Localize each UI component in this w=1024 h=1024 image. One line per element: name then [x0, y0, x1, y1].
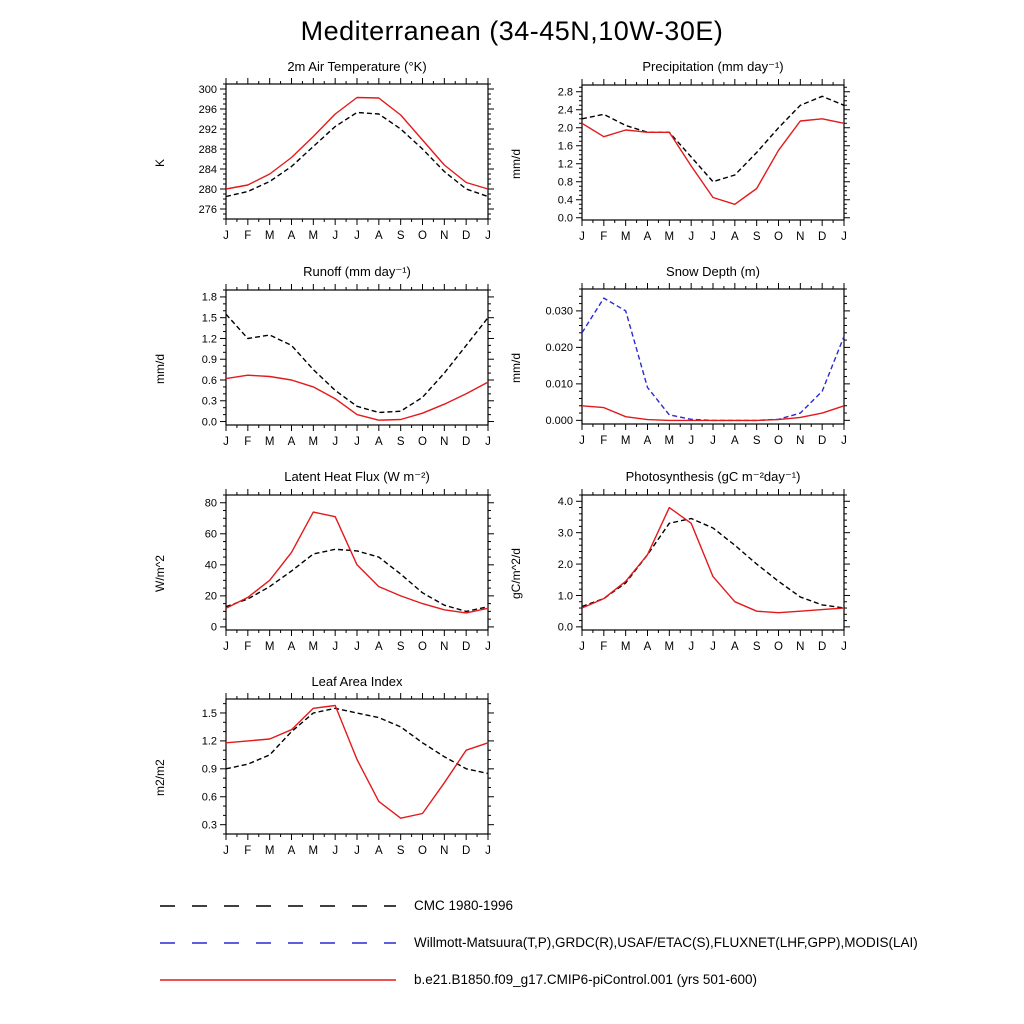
svg-text:A: A: [643, 641, 652, 653]
svg-text:F: F: [600, 231, 608, 243]
svg-text:N: N: [796, 435, 805, 447]
svg-text:N: N: [440, 436, 449, 448]
plot-area: [524, 487, 854, 660]
svg-text:S: S: [396, 436, 405, 448]
svg-text:F: F: [600, 641, 608, 653]
svg-text:M: M: [664, 641, 675, 653]
svg-text:2.0: 2.0: [557, 122, 573, 135]
svg-text:M: M: [620, 435, 631, 447]
svg-text:0.020: 0.020: [545, 342, 573, 355]
svg-text:F: F: [244, 845, 252, 857]
y-axis-label: mm/d: [153, 353, 167, 384]
svg-text:M: M: [264, 436, 275, 448]
svg-text:F: F: [244, 436, 252, 448]
chart-title: Latent Heat Flux (W m⁻²): [284, 469, 430, 484]
svg-text:0.0: 0.0: [557, 621, 573, 634]
svg-text:O: O: [774, 231, 783, 243]
svg-text:0.0: 0.0: [557, 212, 573, 225]
svg-text:1.2: 1.2: [557, 158, 573, 171]
svg-text:J: J: [332, 230, 339, 242]
chart-body: [152, 691, 498, 864]
svg-text:0.3: 0.3: [201, 395, 217, 408]
svg-text:0.4: 0.4: [557, 194, 573, 207]
svg-text:O: O: [418, 436, 427, 448]
svg-text:0.9: 0.9: [201, 354, 217, 366]
svg-text:O: O: [418, 641, 427, 653]
svg-text:40: 40: [204, 559, 217, 572]
legend-item-observations: [158, 935, 1024, 950]
svg-text:2.4: 2.4: [557, 104, 573, 117]
legend-dashed-black-line: [158, 901, 398, 911]
svg-text:N: N: [440, 641, 449, 653]
charts-grid: [152, 59, 1024, 864]
svg-text:J: J: [223, 436, 229, 448]
svg-text:1.2: 1.2: [201, 333, 217, 346]
chart-title: Snow Depth (m): [666, 264, 760, 279]
svg-text:2.8: 2.8: [557, 86, 573, 99]
svg-text:A: A: [374, 845, 383, 857]
chart-title: Runoff (mm day⁻¹): [303, 264, 411, 279]
svg-text:M: M: [308, 436, 319, 448]
svg-text:S: S: [752, 231, 761, 243]
svg-text:300: 300: [198, 83, 217, 96]
svg-text:1.5: 1.5: [201, 312, 217, 325]
svg-text:N: N: [796, 231, 805, 243]
svg-text:0.3: 0.3: [201, 819, 217, 832]
legend-label: b.e21.B1850.f09_g17.CMIP6-piControl.001 (yrs 501-600): [414, 972, 757, 987]
svg-text:M: M: [308, 845, 319, 857]
svg-text:D: D: [462, 230, 471, 242]
svg-text:J: J: [579, 435, 585, 447]
svg-text:J: J: [354, 436, 360, 448]
svg-text:A: A: [730, 641, 739, 653]
plot-area: [168, 487, 498, 660]
svg-text:A: A: [730, 435, 739, 447]
svg-text:S: S: [752, 435, 761, 447]
svg-text:D: D: [818, 641, 827, 653]
svg-text:4.0: 4.0: [557, 496, 573, 509]
svg-text:D: D: [462, 641, 471, 653]
svg-text:A: A: [374, 230, 383, 242]
svg-text:M: M: [264, 230, 275, 242]
svg-text:S: S: [396, 230, 405, 242]
y-axis-label: W/m^2: [153, 555, 167, 592]
chart-runoff: [152, 264, 498, 455]
svg-text:1.5: 1.5: [201, 707, 217, 720]
chart-air-temperature: [152, 59, 498, 250]
svg-text:J: J: [579, 231, 585, 243]
plot-area: [168, 691, 498, 864]
svg-text:276: 276: [198, 203, 217, 216]
svg-text:A: A: [287, 230, 296, 242]
svg-text:A: A: [643, 435, 652, 447]
svg-text:O: O: [774, 435, 783, 447]
svg-text:M: M: [308, 641, 319, 653]
svg-text:J: J: [354, 230, 360, 242]
svg-text:M: M: [620, 641, 631, 653]
svg-text:O: O: [418, 230, 427, 242]
svg-text:D: D: [818, 435, 827, 447]
svg-text:J: J: [841, 231, 847, 243]
svg-text:A: A: [730, 231, 739, 243]
svg-text:1.6: 1.6: [557, 140, 573, 153]
y-axis-label: gC/m^2/d: [509, 548, 523, 599]
svg-text:M: M: [664, 435, 675, 447]
svg-text:0.8: 0.8: [557, 176, 573, 189]
svg-text:292: 292: [198, 123, 217, 136]
svg-text:288: 288: [198, 143, 217, 156]
svg-text:J: J: [332, 436, 339, 448]
svg-text:0: 0: [210, 621, 217, 634]
plot-area: [168, 76, 498, 249]
svg-text:M: M: [664, 231, 675, 243]
svg-text:J: J: [223, 230, 229, 242]
chart-title: Precipitation (mm day⁻¹): [642, 59, 784, 74]
svg-text:A: A: [287, 641, 296, 653]
svg-text:280: 280: [198, 183, 217, 196]
y-axis-label: mm/d: [509, 148, 523, 179]
svg-text:J: J: [841, 435, 847, 447]
svg-text:J: J: [485, 845, 491, 857]
y-axis-label: mm/d: [509, 352, 523, 383]
legend-dashed-blue-line: [158, 938, 398, 948]
svg-text:J: J: [710, 231, 716, 243]
chart-body: [152, 282, 498, 455]
svg-text:J: J: [332, 641, 339, 653]
legend-solid-red-line: [158, 975, 398, 985]
chart-title: Leaf Area Index: [311, 674, 403, 689]
svg-text:3.0: 3.0: [557, 527, 573, 540]
svg-text:A: A: [287, 436, 296, 448]
svg-text:J: J: [688, 641, 695, 653]
svg-text:A: A: [287, 845, 296, 857]
page-title: Mediterranean (34-45N,10W-30E): [300, 16, 724, 46]
svg-text:S: S: [752, 641, 761, 653]
svg-text:80: 80: [204, 497, 217, 510]
svg-text:0.000: 0.000: [545, 415, 573, 428]
svg-text:0.010: 0.010: [545, 378, 573, 391]
chart-latent-heat-flux: [152, 469, 498, 660]
svg-text:N: N: [440, 845, 449, 857]
y-axis-label: m2/m2: [153, 759, 167, 796]
chart-body: [508, 281, 854, 454]
svg-text:0.030: 0.030: [545, 305, 573, 318]
chart-photosynthesis: [508, 469, 854, 660]
svg-text:O: O: [418, 845, 427, 857]
svg-text:J: J: [688, 231, 695, 243]
svg-text:J: J: [688, 435, 695, 447]
svg-text:J: J: [485, 230, 491, 242]
svg-text:F: F: [600, 435, 608, 447]
chart-title: 2m Air Temperature (°K): [287, 59, 427, 74]
svg-text:296: 296: [198, 103, 217, 116]
svg-text:J: J: [579, 641, 585, 653]
svg-text:J: J: [223, 845, 229, 857]
svg-text:0.6: 0.6: [201, 791, 217, 804]
svg-text:2.0: 2.0: [557, 558, 573, 571]
svg-text:60: 60: [204, 528, 217, 541]
plot-area: [168, 282, 498, 455]
svg-text:284: 284: [198, 163, 217, 176]
svg-text:F: F: [244, 641, 252, 653]
svg-text:D: D: [818, 231, 827, 243]
svg-text:M: M: [308, 230, 319, 242]
svg-text:1.0: 1.0: [557, 590, 573, 603]
chart-body: [508, 77, 854, 250]
legend-item-cmc: [158, 898, 1024, 913]
svg-text:1.8: 1.8: [201, 291, 217, 304]
legend-item-model: [158, 972, 1024, 987]
svg-text:A: A: [374, 436, 383, 448]
chart-body: [152, 487, 498, 660]
svg-text:1.2: 1.2: [201, 735, 217, 748]
svg-text:0.9: 0.9: [201, 763, 217, 776]
plot-area: [524, 77, 854, 250]
chart-precipitation: [508, 59, 854, 250]
svg-text:S: S: [396, 641, 405, 653]
svg-text:20: 20: [204, 590, 217, 603]
svg-text:A: A: [643, 231, 652, 243]
chart-body: [152, 76, 498, 249]
chart-title: Photosynthesis (gC m⁻²day⁻¹): [625, 469, 801, 484]
chart-snow-depth: [508, 264, 854, 455]
chart-leaf-area-index: [152, 674, 498, 864]
svg-text:J: J: [841, 641, 847, 653]
legend: [158, 898, 1024, 987]
svg-text:J: J: [485, 641, 491, 653]
svg-text:M: M: [264, 845, 275, 857]
plot-area: [524, 281, 854, 454]
svg-text:F: F: [244, 230, 252, 242]
svg-text:0.0: 0.0: [201, 416, 217, 429]
svg-text:N: N: [796, 641, 805, 653]
svg-text:A: A: [374, 641, 383, 653]
svg-text:O: O: [774, 641, 783, 653]
chart-body: [508, 487, 854, 660]
svg-text:M: M: [264, 641, 275, 653]
svg-text:D: D: [462, 436, 471, 448]
svg-text:0.6: 0.6: [201, 374, 217, 387]
svg-text:J: J: [354, 845, 360, 857]
legend-label: Willmott-Matsuura(T,P),GRDC(R),USAF/ETAC(S),FLUXNET(LHF,GPP),MODIS(LAI): [414, 935, 918, 950]
svg-text:M: M: [620, 231, 631, 243]
y-axis-label: K: [153, 158, 167, 167]
svg-text:J: J: [354, 641, 360, 653]
svg-text:J: J: [710, 641, 716, 653]
svg-text:S: S: [396, 845, 405, 857]
legend-label: CMC 1980-1996: [414, 898, 514, 913]
svg-text:J: J: [710, 435, 716, 447]
svg-text:D: D: [462, 845, 471, 857]
svg-text:J: J: [223, 641, 229, 653]
svg-text:J: J: [485, 436, 491, 448]
svg-text:N: N: [440, 230, 449, 242]
svg-text:J: J: [332, 845, 339, 857]
